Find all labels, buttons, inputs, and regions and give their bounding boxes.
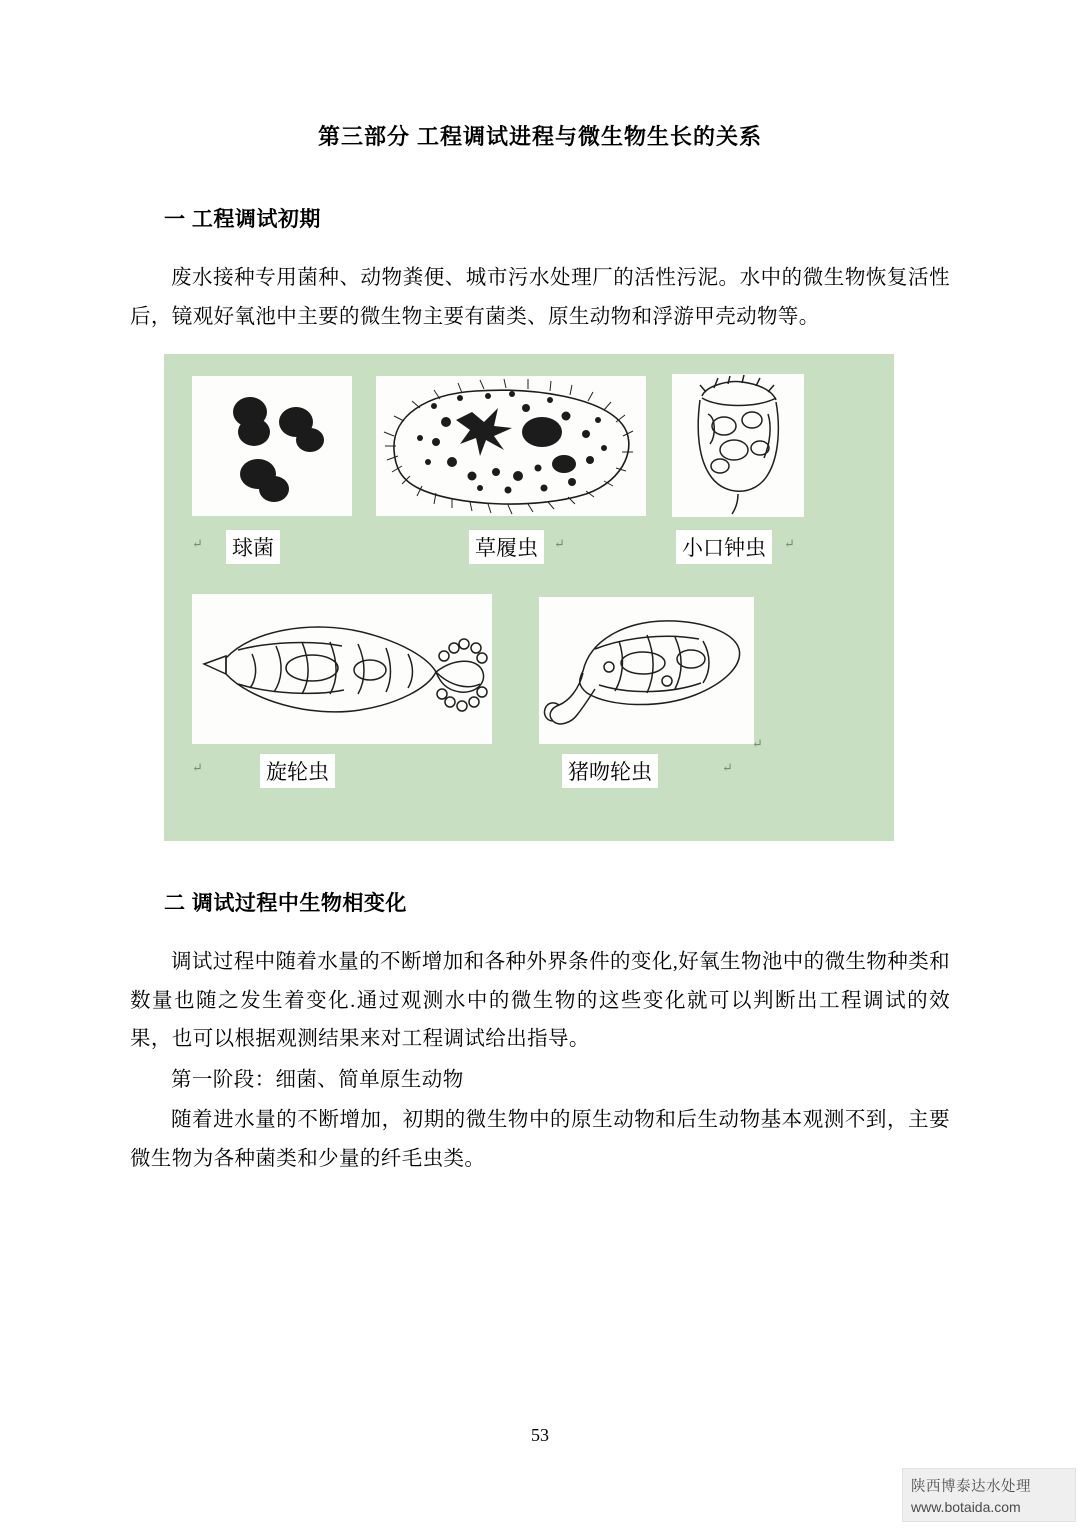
- figure-caption-pig-nose-rotifer: 猪吻轮虫: [562, 754, 658, 788]
- watermark-line-1: 陕西博泰达水处理: [911, 1479, 1031, 1495]
- edit-mark-5: ↵: [752, 736, 763, 752]
- paramecium-illustration: [376, 376, 646, 516]
- section-2-paragraph-3: 随着进水量的不断增加，初期的微生物中的原生动物和后生动物基本观测不到，主要微生物为各种菌类和少量的纤毛虫类。: [130, 1109, 950, 1170]
- edit-mark-1: ↵: [192, 536, 203, 552]
- section-heading-2: 二 调试过程中生物相变化: [164, 892, 407, 916]
- pig-nose-rotifer-illustration: [539, 597, 754, 744]
- section-1-paragraph-1: 废水接种专用菌种、动物粪便、城市污水处理厂的活性污泥。水中的微生物恢复活性后，镜观好氧池中主要的微生物主要有菌类、原生动物和浮游甲壳动物等。: [130, 267, 950, 328]
- edit-mark-2: ↵: [554, 536, 565, 552]
- section-2-paragraph-1: 调试过程中随着水量的不断增加和各种外界条件的变化,好氧生物池中的微生物种类和数量也随之发生着变化.通过观测水中的微生物的这些变化就可以判断出工程调试的效果，也可以根据观测结果来对工程调试给出指导。: [130, 951, 950, 1051]
- page-number: 53: [531, 1425, 549, 1445]
- figure-caption-cocci: 球菌: [226, 530, 280, 564]
- rotifer-illustration: [192, 594, 492, 744]
- page-title: 第三部分 工程调试进程与微生物生长的关系: [317, 124, 763, 149]
- watermark: [902, 1468, 1076, 1522]
- figure-caption-paramecium: 草履虫: [469, 530, 544, 564]
- section-heading-1: 一 工程调试初期: [164, 208, 321, 231]
- figure-panel-paramecium: [376, 376, 646, 516]
- section-2-paragraph-2: 第一阶段：细菌、简单原生动物: [171, 1068, 464, 1091]
- cocci-illustration: [192, 376, 352, 516]
- edit-mark-6: ↵: [722, 760, 733, 776]
- watermark-line-2: www.botaida.com: [911, 1499, 1021, 1515]
- page-content: [130, 0, 950, 1178]
- figure-caption-rotifer: 旋轮虫: [260, 754, 335, 788]
- figure-panel-rotifer: [192, 594, 492, 744]
- edit-mark-3: ↵: [784, 536, 795, 552]
- figure-panel-pig-nose-rotifer: [539, 597, 754, 744]
- microorganism-figure: [164, 354, 894, 841]
- figure-panel-cocci: [192, 376, 352, 516]
- vorticella-illustration: [672, 374, 804, 517]
- figure-panel-vorticella: [672, 374, 804, 517]
- figure-caption-vorticella: 小口钟虫: [676, 530, 772, 564]
- edit-mark-4: ↵: [192, 760, 203, 776]
